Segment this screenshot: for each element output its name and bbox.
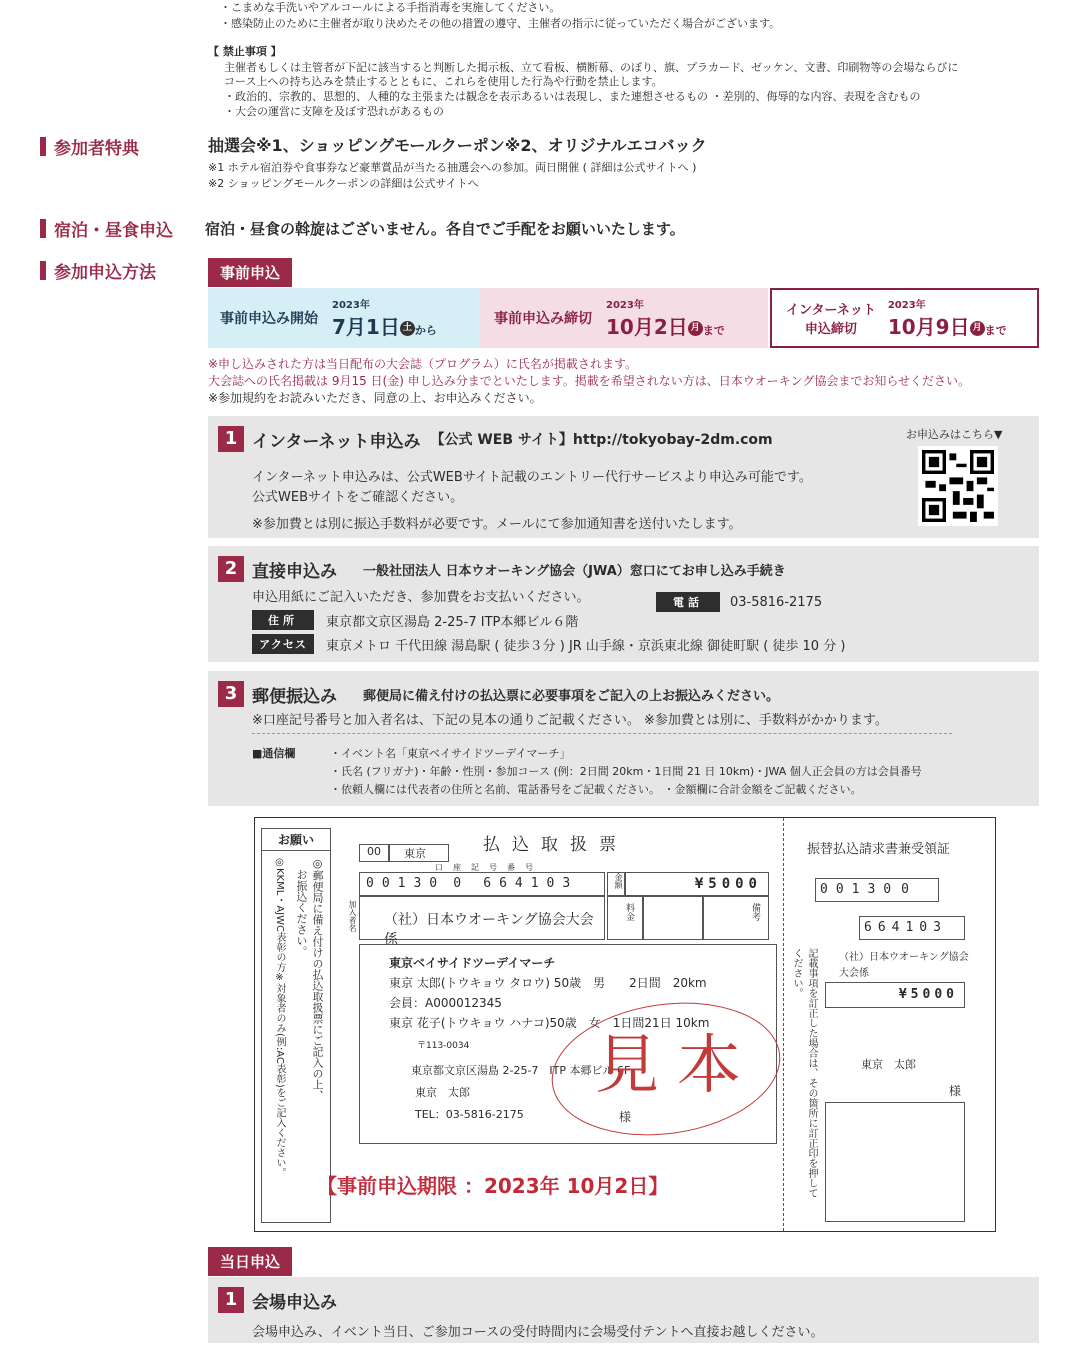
receipt-amount (825, 982, 965, 1008)
slip-name: 東京 太郎 (415, 1086, 470, 1099)
prohibit-item-1: ・政治的、宗教的、思想的、人種的な主張または観念を表示あるいは表現し、また連想させるもの ・差別的、侮辱的な内容、表現を含むもの (224, 90, 921, 103)
end-year: 2023年 (606, 300, 644, 311)
comm-line-1: ・イベント名「東京ベイサイドツーデイマーチ」 (330, 747, 571, 760)
slip-event: 東京ベイサイドツーデイマーチ (389, 956, 556, 970)
direct-org: 一般社団法人 日本ウオーキング協会（JWA）窓口にてお申し込み手続き (363, 563, 786, 579)
slip-side-note-2: お振込ください。 (295, 869, 308, 957)
slip-city: 東京 (389, 844, 449, 862)
slip-fee-label: 料金 (607, 896, 643, 940)
step-number: 1 (218, 1287, 244, 1313)
receipt-subscriber-1: （社）日本ウオーキング協会 (839, 952, 969, 963)
comm-label: ■通信欄 (252, 747, 296, 760)
top-note-1: ・こまめな手洗いやアルコールによる手指消毒を実施してください。 (220, 1, 561, 14)
slip-perforation (783, 818, 784, 1231)
internet-site-link[interactable]: 【公式 WEB サイト】http://tokyobay-2dm.com (430, 432, 773, 448)
start-year: 2023年 (332, 300, 370, 311)
slip-onegai: お願い (262, 829, 330, 851)
heading-bar (40, 261, 46, 280)
internet-panel (208, 416, 1039, 538)
slip-fee-box (643, 896, 703, 940)
receipt-account-2 (859, 916, 965, 940)
postal-lead: 郵便局に備え付けの払込票に必要事項をご記入の上お振込みください。 (363, 688, 780, 704)
slip-side-note-1: ◎郵便局に備え付けの払込取扱票にご記入の上、 (311, 857, 324, 1101)
internet-label-2: 申込締切 (804, 322, 857, 337)
end-day: 10月2日 (606, 315, 688, 339)
benefits-heading (40, 134, 139, 159)
slip-account-3: 664103 (483, 876, 579, 891)
slip-account-label: 口座記号番号 (435, 863, 543, 872)
method-note-3: ※参加規約をお読みいただき、同意の上、お申込みください。 (208, 391, 542, 405)
step-number: 1 (218, 426, 244, 452)
slip-amount-value: ¥5000 (694, 876, 762, 892)
direct-title: 直接申込み (252, 561, 337, 582)
receipt-account-3-value: 664103 (864, 920, 947, 935)
qr-code[interactable] (918, 446, 998, 526)
receipt-name: 東京 太郎 (861, 1058, 916, 1071)
slip-person-1: 東京 太郎(トウキョウ タロウ) 50歳 男 2日間 20km (389, 976, 707, 990)
receipt-stamp-area (825, 1102, 965, 1222)
receipt-amount-value: ¥5000 (898, 987, 958, 1002)
postal-panel (208, 671, 1039, 806)
benefits-note-2: ※2 ショッピングモールクーポンの詳細は公式サイトへ (208, 177, 479, 190)
advance-tag: 事前申込 (208, 258, 292, 287)
slip-amount-label: 金額 (607, 872, 625, 896)
end-date (606, 296, 725, 340)
slip-title: 払込取扱票 (483, 835, 628, 855)
tel-number: 03-5816-2175 (730, 594, 823, 610)
slip-account-1: 00130 (366, 876, 446, 891)
step-number: 2 (218, 556, 244, 582)
internet-header (218, 426, 773, 452)
end-label: 事前申込み締切 (494, 311, 592, 327)
sameday-panel (208, 1277, 1039, 1343)
prohibit-title: 【 禁止事項 】 (208, 45, 282, 58)
prohibit-item-2: ・大会の運営に支障を及ぼす恐れがあるもの (224, 105, 444, 118)
slip-note-column (261, 828, 331, 1223)
prohibit-body-1: 主催者もしくは主管者が下記に該当すると判断した掲示板、立て看板、横断幕、のぼり、旗、プラカード、ゼッケン、文書、印刷物等の会場ならびに (224, 61, 959, 74)
benefits-note-1: ※1 ホテル宿泊券や食事券など豪華賞品が当たる抽選会への参加。両日開催 ( 詳細は公式サイトへ ) (208, 161, 697, 174)
start-suffix: から (414, 324, 437, 337)
address-row (252, 610, 578, 630)
start-date-box (208, 288, 480, 348)
slip-sama: 様 (619, 1110, 632, 1124)
address-label: 住所 (252, 610, 314, 630)
benefits-main: 抽選会※1、ショッピングモールクーポン※2、オリジナルエコバック (208, 136, 707, 155)
sample-stamp: 見本 (595, 1029, 759, 1103)
sameday-text: 会場申込み、イベント当日、ご参加コースの受付時間内に会場受付テントへ直接お越しください。 (252, 1325, 824, 1340)
slip-side-note-3: ◎KKML・AJWC表彰の方※対象者のみ(例:AC表彰)をご記入ください。 (274, 857, 285, 1178)
benefits-label: 参加者特典 (54, 139, 139, 159)
slip-vertical-note: 記載事項を訂正した場合は、その箇所に訂正印を押してください。 (791, 948, 817, 1198)
slip-person-1-member: 会員：A000012345 (389, 996, 502, 1010)
sameday-header (218, 1287, 337, 1313)
slip-subscriber: （社）日本ウオーキング協会大会係 (359, 896, 605, 940)
receipt-account-1 (815, 878, 939, 902)
lodging-text: 宿泊・昼食の斡旋はございません。各自でご手配をお願いいたします。 (205, 220, 685, 238)
access-text: 東京メトロ 千代田線 湯島駅 ( 徒歩３分 ) JR 山手線・京浜東北線 御徒町駅 ( 徒歩 10 分 ) (326, 638, 846, 654)
internet-line-1: インターネット申込みは、公式WEBサイト記載のエントリー代行サービスより申込み可能です。 (252, 470, 812, 485)
start-date (332, 296, 437, 340)
qr-code-icon (922, 450, 994, 522)
method-label: 参加申込方法 (54, 263, 156, 283)
direct-header (218, 556, 786, 582)
heading-bar (40, 137, 46, 156)
direct-panel (208, 546, 1039, 662)
start-label: 事前申込み開始 (220, 311, 318, 327)
slip-person-2: 東京 花子(トウキョウ ハナコ)50歳 女 1日間21日 10km (389, 1016, 710, 1030)
internet-suffix: まで (984, 324, 1007, 337)
step-number: 3 (218, 681, 244, 707)
internet-line-3: ※参加費とは別に振込手数料が必要です。メールにて参加通知書を送付いたします。 (252, 517, 742, 532)
internet-weekday: 月 (970, 321, 985, 336)
start-day: 7月1日 (332, 315, 400, 339)
slip-subscriber-label: 加入者名 (348, 900, 357, 932)
internet-deadline-date (888, 296, 1007, 340)
internet-title: インターネット申込み (252, 431, 421, 452)
end-date-box (480, 288, 768, 348)
access-row (252, 634, 845, 654)
heading-bar (40, 219, 46, 238)
tel-row (656, 592, 822, 612)
internet-deadline-box (770, 288, 1039, 348)
sameday-tag: 当日申込 (208, 1247, 292, 1276)
direct-line-1: 申込用紙にご記入いただき、参加費をお支払いください。 (252, 590, 590, 605)
qr-label: お申込みはこちら▼ (906, 428, 1003, 441)
slip-account-2: 0 (453, 876, 470, 891)
slip-note-label: 備考 (703, 896, 769, 940)
comm-line-3: ・依頼人欄には代表者の住所と名前、電話番号をご記載ください。 ・金額欄に合計金額をご記載ください。 (330, 783, 862, 796)
method-heading (40, 258, 156, 283)
postal-divider (252, 733, 952, 734)
receipt-account-1-value: 00130 (820, 882, 900, 897)
slip-address: 東京都文京区湯島 2-25-7 ITP 本郷ビル 6F (411, 1064, 631, 1077)
top-note-2: ・感染防止のために主催者が取り決めたその他の措置の遵守、主催者の指示に従っていただく場合がございます。 (220, 17, 781, 30)
prohibit-body-2: コース上への持ち込みを禁止するとともに、これらを使用した行為や行動を禁止します。 (224, 75, 663, 88)
lodging-label: 宿泊・昼食申込 (54, 221, 173, 241)
method-note-1: ※申し込みされた方は当日配布の大会誌（プログラム）に氏名が掲載されます。 (208, 357, 637, 371)
internet-day: 10月9日 (887, 315, 970, 339)
internet-deadline-label (786, 299, 876, 337)
receipt-account-2-value: 0 (901, 882, 917, 897)
comm-line-2: ・氏名 (フリガナ)・年齢・性別・参加コース (例：2日間 20km・1日間 21 日 10km)・JWA 個人正会員の方は会員番号 (330, 765, 922, 778)
slip-deadline: 【事前申込期限 ：2023年 10月2日】 (317, 1174, 669, 1198)
address-text: 東京都文京区湯島 2-25-7 ITP本郷ビル６階 (326, 614, 579, 630)
tel-label: 電話 (656, 592, 720, 612)
end-weekday: 月 (688, 321, 703, 336)
sameday-title: 会場申込み (252, 1292, 337, 1313)
payment-slip-sample (254, 817, 996, 1232)
start-weekday: 土 (400, 321, 415, 336)
internet-year: 2023年 (887, 300, 926, 311)
receipt-sama: 様 (949, 1084, 962, 1098)
slip-tel: TEL：03-5816-2175 (415, 1108, 524, 1121)
access-label: アクセス (252, 634, 314, 654)
method-note-2: 大会誌への氏名掲載は 9月15 日(金) 申し込み分までといたします。掲載を希望されない方は、日本ウオーキング協会までお知らせください。 (208, 374, 971, 388)
internet-label-1: インターネット (786, 303, 876, 318)
slip-zip: 〒113-0034 (417, 1041, 470, 1051)
slip-amount (625, 872, 769, 896)
postal-header (218, 681, 779, 707)
receipt-subscriber-2: 大会係 (839, 968, 869, 979)
postal-line-1: ※口座記号番号と加入者名は、下記の見本の通りご記載ください。 ※参加費とは別に、手数料がかかります。 (252, 713, 888, 728)
postal-title: 郵便振込み (252, 686, 337, 707)
end-suffix: まで (702, 324, 725, 337)
lodging-heading (40, 216, 173, 241)
slip-code-a: 00 (359, 844, 389, 862)
internet-line-2: 公式WEBサイトをご確認ください。 (252, 490, 464, 505)
receipt-title: 振替払込請求書兼受領証 (807, 842, 951, 857)
slip-account-number (359, 872, 605, 896)
